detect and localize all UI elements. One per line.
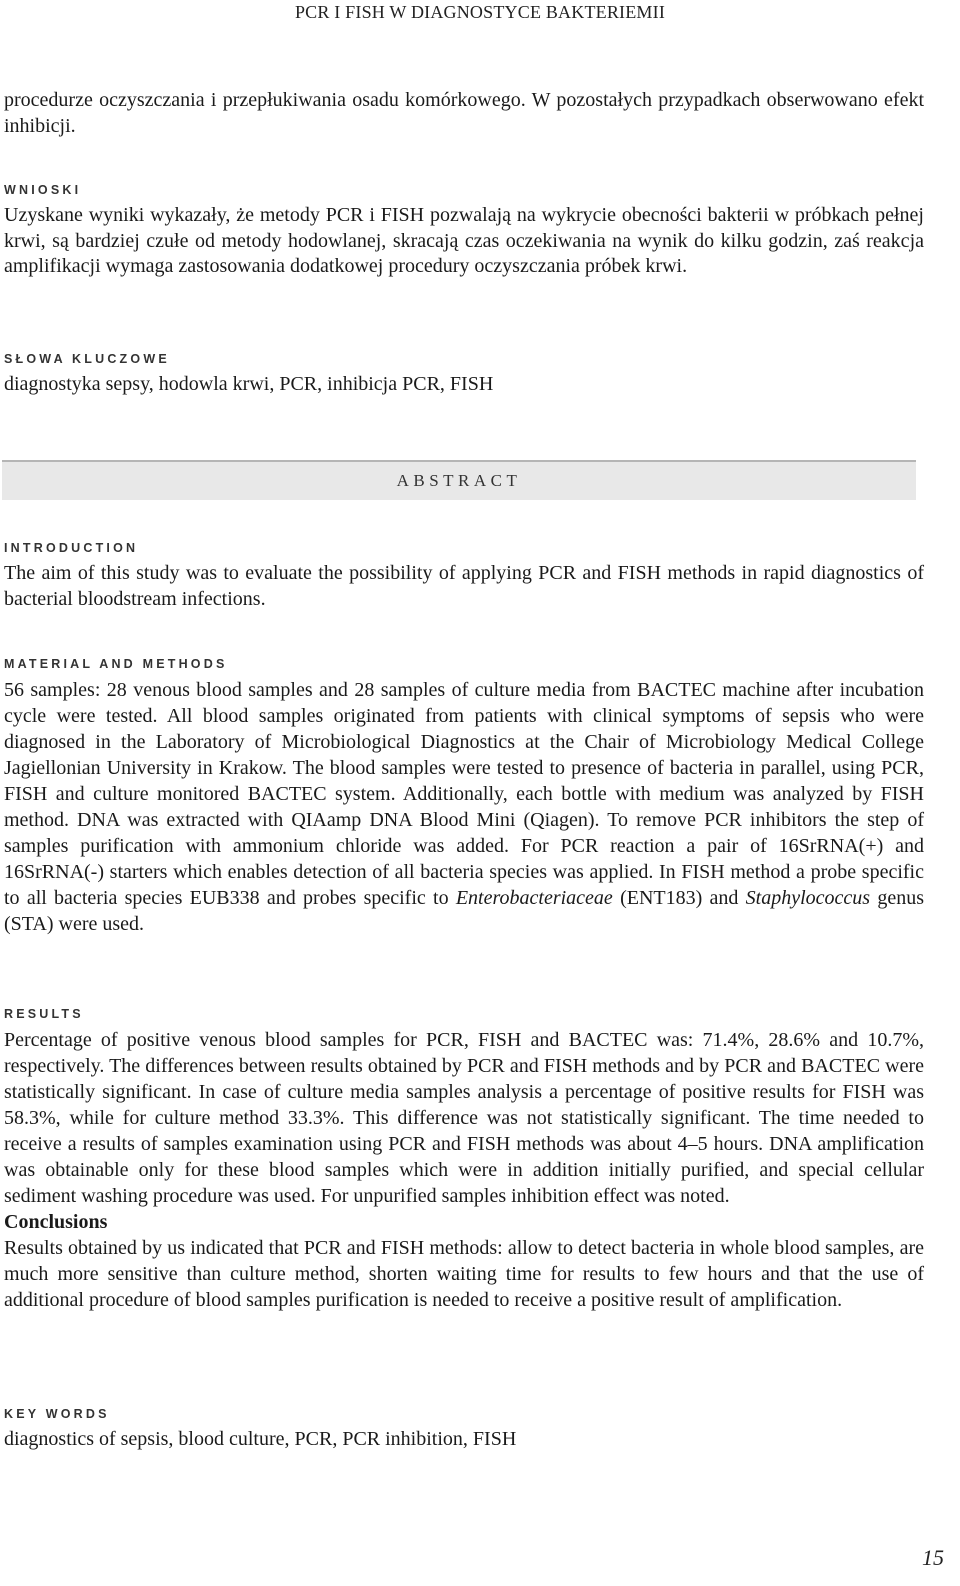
results-section [4, 1007, 924, 1313]
wnioski-section [4, 183, 924, 280]
methods-section [4, 657, 924, 937]
introduction-section [4, 541, 924, 612]
methods-text [4, 677, 924, 937]
introduction-heading: INTRODUCTION [4, 541, 139, 555]
key-words-text: diagnostics of sepsis, blood culture, PCR, PCR inhibition, FISH [4, 1428, 517, 1450]
methods-heading: MATERIAL AND METHODS [4, 657, 228, 671]
results-text: Percentage of positive venous blood samples for PCR, FISH and BACTEC was: 71.4%, 28.6% and 10.7%, respectively. The differences between results obtained by PCR and FISH methods and by PCR and BACTEC were statistically significant. In case of culture media samples analysis a percentage of positive results for FISH was 58.3%, while for culture method 33.3%. This difference was not statistically significant. The time needed to receive a results of samples examination using PCR and FISH methods was about 4–5 hours. DNA amplification was obtainable only for these blood samples which were in addition initially purified, and special cellular sediment washing procedure was used. For unpurified samples inhibition effect was noted. [4, 1029, 924, 1207]
abstract-banner [2, 460, 916, 500]
methods-text-part: genus (STA) were used. [4, 887, 924, 935]
conclusions-label: Conclusions [4, 1211, 108, 1233]
key-words-heading: KEY WORDS [4, 1407, 110, 1421]
page-number: 15 [922, 1545, 944, 1570]
methods-text-part: (ENT183) and [612, 887, 746, 909]
wnioski-heading: WNIOSKI [4, 183, 82, 197]
wnioski-text: Uzyskane wyniki wykazały, że metody PCR i FISH pozwalają na wykrycie obecności bakterii w próbkach pełnej krwi, są bardziej czułe od metody hodowlanej, skracają czas oczekiwania na wynik do kilku godzin, zaś reakcja amplifikacji wymaga zastosowania dodatkowej procedury oczyszczania próbek krwi. [4, 204, 924, 278]
key-words-section [4, 1407, 924, 1453]
methods-text-part: 56 samples: 28 venous blood samples and 28 samples of culture media from BACTEC machine after incubation cycle were tested. All blood samples originated from patients with clinical symptoms of sepsis who were diagnosed in the Laboratory of Microbiological Diagnostics at the Chair of Microbiology Medical College Jagiellonian University in Krakow. The blood samples were tested to presence of bacteria in parallel, using PCR, FISH and culture monitored BACTEC system. Additionally, each bottle with medium was analyzed by FISH method. DNA was extracted with QIAamp DNA Blood Mini (Qiagen). To remove PCR inhibitors the step of samples purification with ammonium chloride was added. For PCR reaction a pair of 16SrRNA(+) and 16SrRNA(-) starters which enables detection of all bacteria species was applied. In FISH method a probe specific to all bacteria species EUB338 and probes specific to [4, 679, 924, 909]
intro-paragraph: procedurze oczyszczania i przepłukiwania osadu komórkowego. W pozostałych przypadkach obserwowano efekt inhibicji. [4, 89, 924, 137]
slowa-kluczowe-heading: SŁOWA KLUCZOWE [4, 352, 170, 366]
running-header: PCR I FISH W DIAGNOSTYCE BAKTERIEMII [294, 2, 666, 22]
slowa-kluczowe-section [4, 352, 924, 398]
abstract-title: ABSTRACT [396, 471, 522, 490]
methods-italic-staphylococcus: Staphylococcus [745, 887, 871, 909]
slowa-kluczowe-text: diagnostyka sepsy, hodowla krwi, PCR, inhibicja PCR, FISH [4, 373, 494, 395]
intro-paragraph-block [4, 88, 924, 139]
introduction-text: The aim of this study was to evaluate the possibility of applying PCR and FISH methods in rapid diagnostics of bacterial bloodstream infections. [4, 562, 924, 610]
methods-italic-enterobacteriaceae: Enterobacteriaceae [455, 887, 613, 909]
conclusions-text: Results obtained by us indicated that PCR and FISH methods: allow to detect bacteria in whole blood samples, are much more sensitive than culture method, shorten waiting time for results to few hours and that the use of additional procedure of blood samples purification is needed to receive a positive result of amplification. [4, 1237, 924, 1311]
results-heading: RESULTS [4, 1007, 84, 1021]
